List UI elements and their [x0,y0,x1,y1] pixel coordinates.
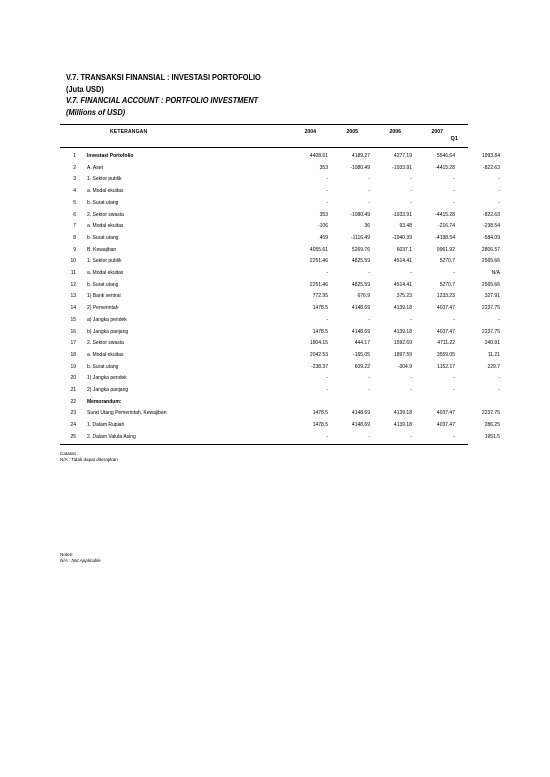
cell-value: 1233.23 [436,293,455,300]
cell-value: - [368,433,370,440]
row-label: a. Modal ekuitas [87,270,124,276]
cell-value: 1152.17 [437,363,455,370]
cell-value: 1951.5 [484,433,500,440]
cell-value: 5270.7 [439,258,455,265]
cell-value: -4198.54 [435,234,455,241]
cell-value: - [410,270,412,276]
column-header-year: 2006 [389,129,401,135]
note-catatan: Catatan : [60,451,79,456]
cell-value: N/A [491,270,500,276]
cell-value: 609.22 [354,363,370,370]
table-row [60,223,500,234]
row-number: 2 [73,164,76,171]
cell-value: -1933.91 [392,211,412,218]
cell-value: 4037.47 [436,305,455,312]
table-row [60,410,500,421]
row-label: 2) Jangka panjang [87,387,129,393]
cell-value: 9961.92 [436,246,455,253]
cell-value: 375.23 [396,293,412,300]
row-number: 9 [73,246,76,253]
table-bottom-rule [60,444,468,445]
cell-value: 286.25 [484,422,500,429]
cell-value: - [453,387,455,393]
row-number: 24 [70,422,76,429]
row-number: 20 [70,375,76,382]
cell-value: 6037.1 [396,246,412,253]
cell-value: - [410,375,412,382]
unit-en: (Millions of USD) [66,106,126,117]
cell-value: - [453,199,455,206]
row-label: b. Surat utang [87,281,119,288]
cell-value: - [453,270,455,276]
table-row [60,234,500,246]
cell-value: - [410,433,412,440]
row-number: 1 [73,153,76,159]
cell-value: -1116.49 [351,234,370,241]
cell-value: - [326,375,328,382]
cell-value: -1940.39 [392,234,412,241]
notes-en [60,552,101,564]
cell-value: -216.74 [438,223,455,230]
cell-value: 2251.46 [309,258,328,265]
cell-value: - [326,270,328,276]
cell-value: 4189.27 [351,153,370,159]
row-number: 5 [73,199,76,206]
row-number: 3 [73,176,76,183]
cell-value: 4139.18 [393,410,412,417]
cell-value: 676.9 [357,293,370,300]
cell-value: 4139.18 [393,422,412,429]
page-title-block [66,72,293,118]
row-label: 2. Sektor swasta [87,340,124,347]
row-number: 6 [73,211,76,218]
cell-value: -822.63 [483,164,500,171]
cell-value: -584.09 [483,234,500,241]
cell-value: - [498,176,500,183]
row-number: 15 [70,316,76,323]
cell-value: 4825.59 [351,281,370,288]
row-label: Investasi Portofolio [87,153,134,159]
cell-value: 4037.47 [436,422,455,429]
table-row [60,422,500,433]
title-en: V.7. FINANCIAL ACCOUNT : PORTFOLIO INVESTMENT [66,95,259,105]
cell-value: 2565.66 [481,281,500,288]
cell-value: 2806.57 [481,246,500,253]
cell-value: 4711.22 [437,340,455,347]
table-row [60,270,500,281]
table-row [60,153,500,164]
row-label: 2) Pemerintah [87,305,119,312]
cell-value: - [326,199,328,206]
cell-value: 1592.69 [393,340,412,347]
cell-value: 4139.18 [393,328,412,335]
unit-id: (Juta USD) [66,83,104,94]
row-label: a. Modal ekuitas [87,223,124,230]
row-label: B. Kewajiban [87,246,117,253]
cell-value: - [326,316,328,323]
cell-value: - [498,316,500,323]
cell-value: 1897.59 [393,351,412,358]
row-label: 1. Dalam Rupiah [87,422,125,429]
note-na-id: N/A : Tidak dapat diterapkan [60,457,118,462]
cell-value: - [326,387,328,393]
cell-value: 1804.15 [309,340,328,347]
cell-value: 2237.75 [481,328,500,335]
cell-value: - [453,316,455,323]
cell-value: 4148.69 [351,328,370,335]
cell-value: 4514.41 [393,258,412,265]
cell-value: 459 [319,234,328,241]
cell-value: - [410,188,412,195]
cell-value: 11.21 [487,351,500,358]
row-number: 4 [73,188,76,195]
cell-value: -822.63 [483,211,500,218]
cell-value: -4415.28 [435,164,455,171]
table-row [60,176,500,187]
cell-value: - [410,387,412,393]
column-header-year: 2007 [431,129,443,135]
cell-value: 2042.53 [309,351,328,358]
cell-value: 444.17 [354,340,370,347]
cell-value: 2237.75 [481,305,500,312]
cell-value: 5269.76 [351,246,370,253]
column-header-keterangan: KETERANGAN [110,129,148,135]
row-label: 2. Dalam Valuta Asing [87,433,136,440]
row-label: b. Surat utang [87,363,119,370]
row-label: b. Surat utang [87,199,119,206]
table-row [60,258,500,269]
cell-value: - [368,387,370,393]
row-number: 8 [73,234,76,241]
cell-value: 1478.5 [312,328,328,335]
cell-value: 4148.69 [351,305,370,312]
cell-value: - [410,316,412,323]
note-notes: Notes: [60,552,74,557]
row-number: 16 [70,328,76,335]
row-number: 17 [70,340,76,347]
cell-value: -238.54 [483,223,500,230]
row-label: b) Jangka panjang [87,328,129,335]
table-row [60,164,500,176]
cell-value: 772.95 [312,293,328,300]
column-header-quarter: Q1 [450,136,458,142]
cell-value: 5546.64 [436,153,455,159]
cell-value: - [453,375,455,382]
notes-id [60,451,118,463]
row-label: 1) Bank sentral [87,293,121,300]
cell-value: 1478.5 [312,305,328,312]
cell-value: - [498,188,500,195]
cell-value: 4514.41 [393,281,412,288]
cell-value: 4037.47 [436,410,455,417]
cell-value: - [453,188,455,195]
cell-value: -1933.91 [392,164,412,171]
cell-value: 2251.46 [309,281,328,288]
cell-value: 4037.47 [436,328,455,335]
table-row [60,316,500,328]
table-row [60,399,468,410]
row-label: 1) Jangka pendek [87,375,127,382]
cell-value: -4415.28 [435,211,455,218]
table-row [60,281,500,293]
cell-value: -106 [317,223,328,230]
cell-value: 1993.84 [481,153,500,159]
cell-value: 2237.75 [481,410,500,417]
table-row [60,351,500,363]
row-number: 18 [70,351,76,358]
cell-value: - [368,375,370,382]
cell-value: - [410,199,412,206]
cell-value: - [453,433,455,440]
cell-value: -165.05 [353,351,370,358]
table-row [60,305,500,316]
table-row [60,387,500,398]
cell-value: - [368,176,370,183]
row-label: 1. Sektor publik [87,258,122,265]
cell-value: 4139.18 [393,305,412,312]
table-row [60,363,500,375]
cell-value: 5270.7 [439,281,455,288]
row-number: 22 [70,398,76,405]
cell-value: 240.91 [484,340,500,347]
row-number: 7 [73,223,76,230]
row-label: b. Surat utang [87,234,119,241]
cell-value: - [368,270,370,276]
row-label: A. Aset [87,164,103,171]
cell-value: - [326,433,328,440]
cell-value: - [326,188,328,195]
cell-value: -1080.49 [350,164,370,171]
note-na-en: N/A : Not Applicable [60,558,101,563]
row-number: 11 [70,270,76,276]
cell-value: -238.37 [311,363,328,370]
table-row [60,328,500,340]
table-row [60,293,500,304]
row-label: Surat Utang Pemerintah, Kewajiban [87,410,167,417]
cell-value: - [368,188,370,195]
cell-value: 3559.05 [436,351,455,358]
row-label: Memorandum: [87,398,122,405]
table-row [60,188,500,199]
cell-value: 36 [364,223,370,230]
table-row [60,340,500,351]
cell-value: 229.7 [487,363,500,370]
row-label: 1. Sektor publik [87,176,122,183]
row-number: 25 [70,433,76,440]
cell-value: - [410,176,412,183]
cell-value: 2565.66 [481,258,500,265]
column-header-year: 2005 [346,129,358,135]
cell-value: 4055.61 [309,246,328,253]
table-row [60,199,500,211]
cell-value: 4825.59 [351,258,370,265]
row-label: a. Modal ekuitas [87,351,124,358]
table-row [60,375,500,386]
cell-value: 4277.19 [393,153,412,159]
cell-value: 327.91 [484,293,500,300]
cell-value: - [498,199,500,206]
cell-value: 1478.5 [312,410,328,417]
row-number: 12 [70,281,76,288]
cell-value: 93.48 [399,223,412,230]
cell-value: - [368,316,370,323]
cell-value: 353 [319,164,328,171]
cell-value: 1478.5 [312,422,328,429]
cell-value: -1080.49 [350,211,370,218]
row-number: 14 [70,305,76,312]
cell-value: 4148.69 [351,410,370,417]
table-row [60,246,500,258]
cell-value: - [326,176,328,183]
row-label: 2. Sektor swasta [87,211,124,218]
row-number: 13 [70,293,76,300]
table-header-rule [60,147,468,148]
cell-value: - [498,375,500,382]
cell-value: 4408.61 [309,153,328,159]
cell-value: -304.9 [397,363,412,370]
cell-value: 353 [319,211,328,218]
row-label: a. Modal ekuitas [87,188,124,195]
row-number: 21 [70,387,76,393]
table-top-rule [60,124,468,125]
row-number: 10 [70,258,76,265]
row-number: 23 [70,410,76,417]
cell-value: - [453,176,455,183]
column-header-year: 2004 [304,129,316,135]
title-id: V.7. TRANSAKSI FINANSIAL : INVESTASI PORTOFOLIO [66,72,261,82]
cell-value: - [498,387,500,393]
table-row [60,211,500,223]
row-number: 19 [70,363,76,370]
cell-value: - [368,199,370,206]
cell-value: 4148.69 [351,422,370,429]
row-label: a) Jangka pendek [87,316,127,323]
